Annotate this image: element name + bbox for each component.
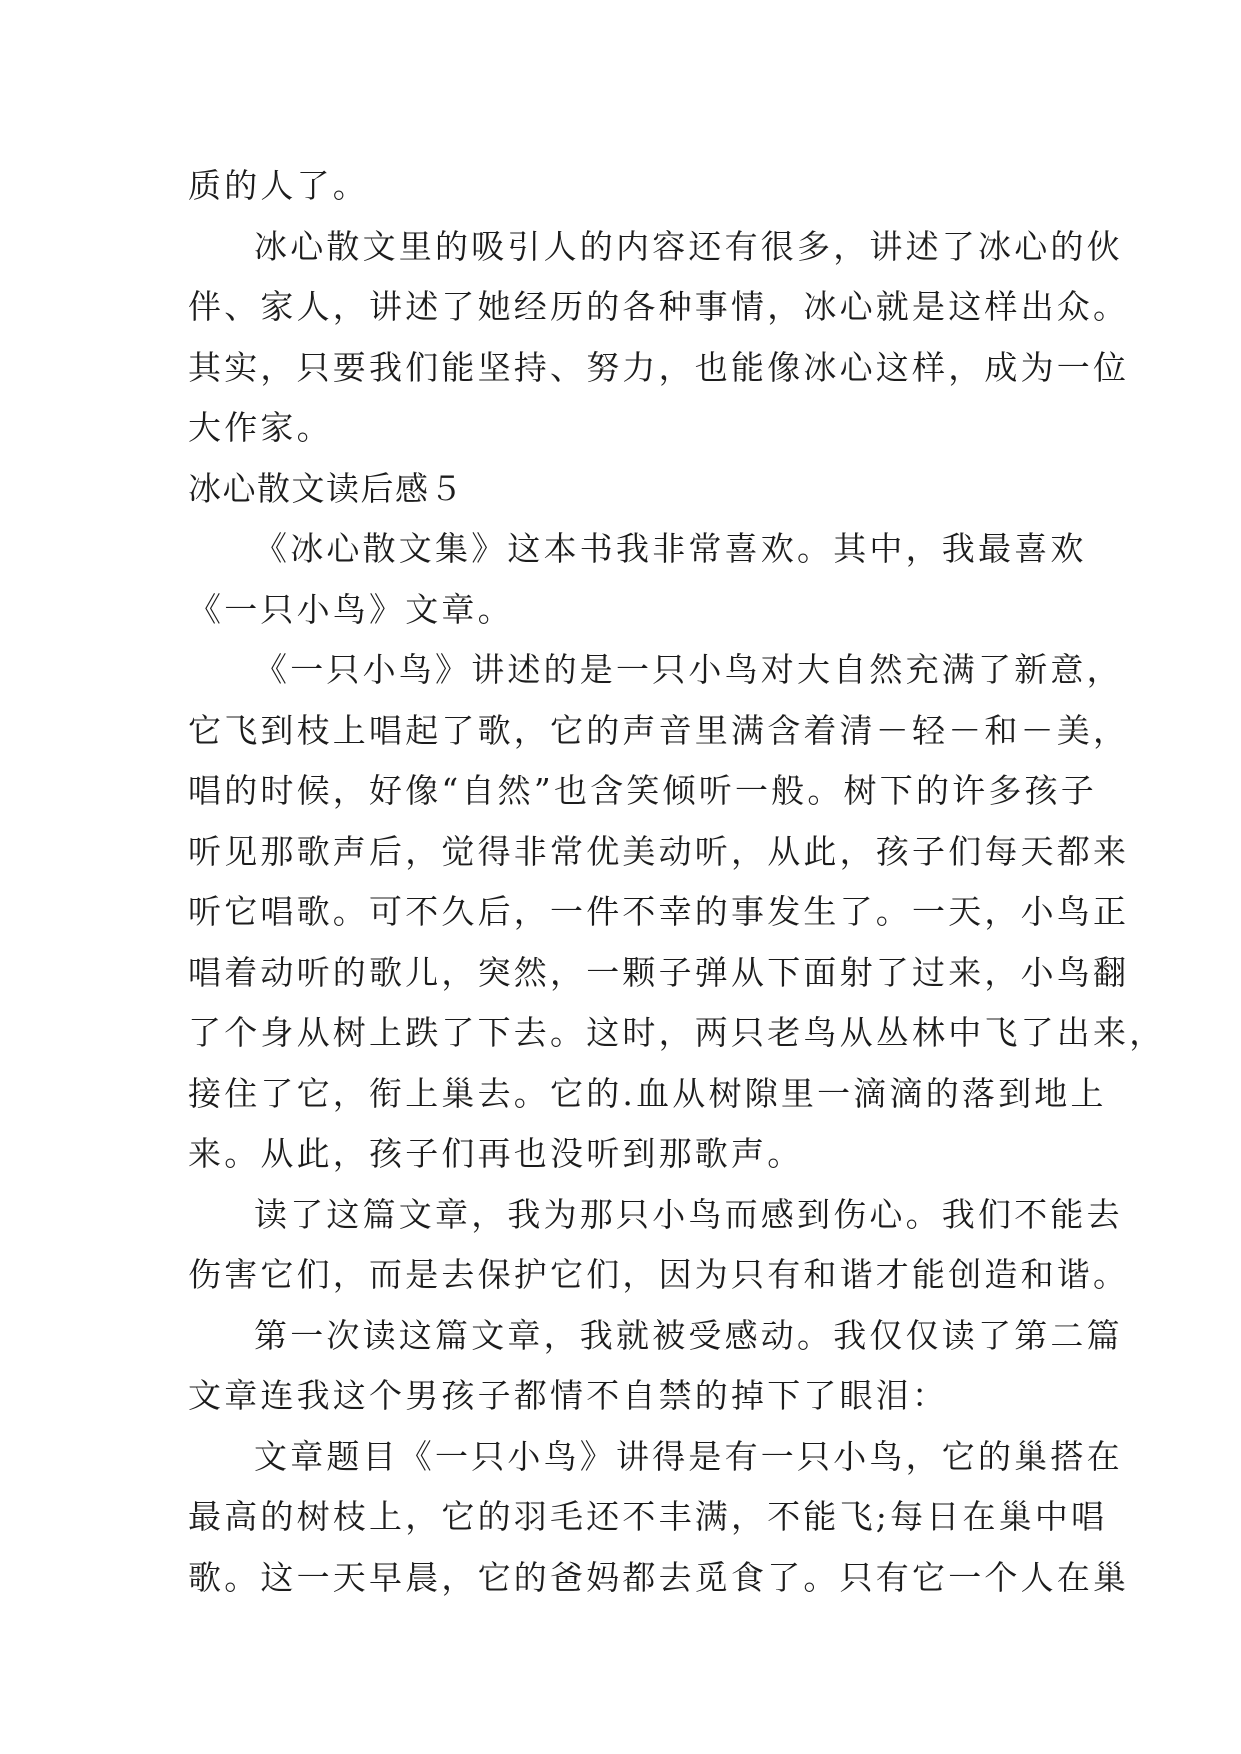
text-line: 《冰心散文集》这本书我非常喜欢。其中，我最喜欢 [254,529,1087,568]
text-line: 接住了它，衔上巢去。它的.血从树隙里一滴滴的落到地上 [188,1073,1107,1113]
text-line: 质的人了。 [188,166,369,205]
text-line: 文章题目《一只小鸟》讲得是有一只小鸟，它的巢搭在 [254,1436,1123,1476]
document-body [188,156,1166,1608]
section-heading: 冰心散文读后感５ [188,468,464,508]
text-line: 最高的树枝上，它的羽毛还不丰满，不能飞;每日在巢中唱 [188,1497,1108,1536]
text-line: 唱着动听的歌儿，突然，一颗子弹从下面射了过来，小鸟翻 [188,952,1130,992]
text-line: 伤害它们，而是去保护它们，因为只有和谐才能创造和谐。 [188,1255,1130,1294]
text-line: 唱的时候，好像“自然”也含笑倾听一般。树下的许多孩子 [188,771,1097,810]
text-line: 了个身从树上跌了下去。这时，两只老鸟从丛林中飞了出来， [188,1013,1166,1052]
text-line: 歌。这一天早晨，它的爸妈都去觅食了。只有它一个人在巢 [188,1557,1130,1597]
text-line: 其实，只要我们能坚持、努力，也能像冰心这样，成为一位 [188,347,1130,387]
text-line: 听见那歌声后，觉得非常优美动听，从此，孩子们每天都来 [188,831,1130,871]
text-line: 冰心散文里的吸引人的内容还有很多，讲述了冰心的伙 [254,226,1123,266]
text-line: 伴、家人，讲述了她经历的各种事情，冰心就是这样出众。 [188,287,1130,326]
text-line: 读了这篇文章，我为那只小鸟而感到伤心。我们不能去 [254,1194,1123,1234]
text-line: 它飞到枝上唱起了歌，它的声音里满含着清－轻－和－美， [188,710,1130,750]
text-line: 《一只小鸟》讲述的是一只小鸟对大自然充满了新意， [254,650,1123,689]
text-line: 来。从此，孩子们再也没听到那歌声。 [188,1134,804,1173]
text-line: 听它唱歌。可不久后，一件不幸的事发生了。一天，小鸟正 [188,892,1130,931]
text-line: 第一次读这篇文章，我就被受感动。我仅仅读了第二篇 [254,1315,1123,1355]
text-line: 《一只小鸟》文章。 [188,589,514,629]
text-line: 文章连我这个男孩子都情不自禁的掉下了眼泪： [188,1376,949,1415]
text-line: 大作家。 [188,408,333,447]
